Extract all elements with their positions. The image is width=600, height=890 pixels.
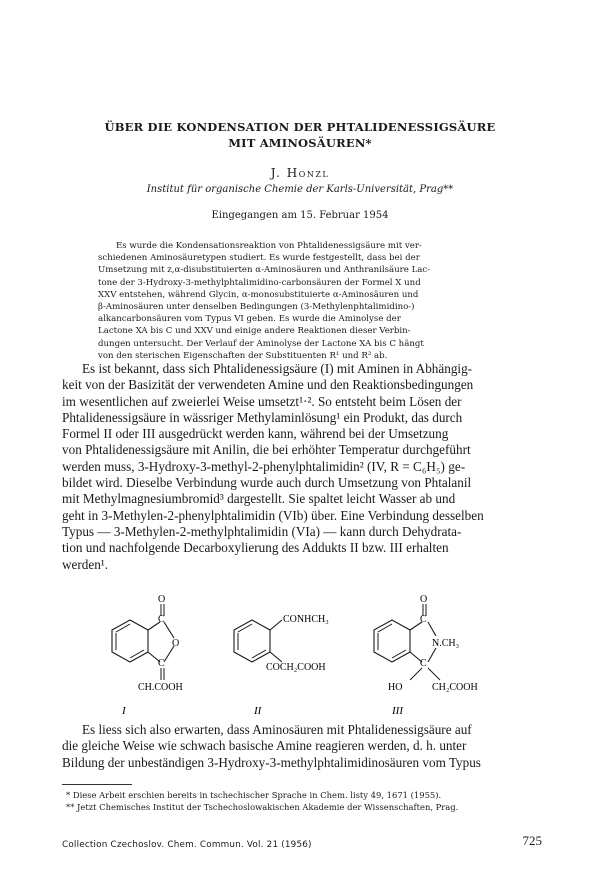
body-line: Phtalidenessigsäure in wässriger Methylaminlösung¹ ein Produkt, das durch (62, 409, 463, 425)
group-label: COCH₂COOH (266, 662, 326, 673)
body-line: Es ist bekannt, dass sich Phtalidenessigsäure (I) mit Aminen in Abhängig- (82, 361, 473, 376)
footnotes (66, 790, 546, 813)
title-line-2: MIT AMINOSÄUREN* (228, 136, 372, 150)
body-line: keit von der Basizität der verwendeten Amine und den Reaktionsbedingungen (62, 377, 474, 393)
body-line: die gleiche Weise wie schwach basische Amine reagieren werden, d. h. unter (62, 738, 467, 754)
structure-3 (374, 594, 478, 717)
footnote-rule (62, 784, 132, 785)
body-line: Formel II oder III ausgedrückt werden kann, während bei der Umsetzung (62, 426, 449, 442)
received-date: Eingegangen am 15. Februar 1954 (211, 210, 389, 221)
footnote: ** Jetzt Chemisches Institut der Tschechoslowakischen Akademie der Wissenschaften, Prag. (66, 801, 459, 812)
abstract-line: XXV entstehen, während Glycin, α-monosubstituierte α-Aminosäuren und (98, 289, 419, 300)
abstract-line: Lactone XA bis C und XXV und einige andere Reaktionen dieser Verbin- (98, 326, 411, 337)
body-line: bildet wird. Dieselbe Verbindung wurde auch durch Umsetzung von Phtalanil (62, 475, 472, 491)
abstract-line: β-Aminosäuren unter denselben Bedingungen (3-Methylenphtalimidino-) (98, 301, 415, 312)
body-line: geht in 3-Methylen-2-phenylphtalimidin (VIb) über. Eine Verbindung desselben (62, 507, 484, 523)
side-chain-label: CH.COOH (138, 682, 183, 693)
body-line: mit Methylmagnesiumbromid³ dargestellt. Sie spaltet leicht Wasser ab und (62, 491, 456, 507)
journal-citation: Collection Czechoslov. Chem. Commun. Vol. 21 (1956) (62, 840, 312, 850)
abstract-line: alkancarbonsäuren vom Typus VI geben. Es wurde die Aminolyse der (98, 314, 401, 325)
atom-label: O (420, 594, 428, 605)
page-number: 725 (522, 833, 542, 848)
author: J. Honzl (270, 166, 330, 180)
abstract-line: Umsetzung mit z,α-disubstituierten α-Aminosäuren und Anthranilsäure Lac- (98, 265, 431, 276)
structure-label-1: I (122, 705, 126, 717)
abstract-line: schiedenen Aminosäuretypen studiert. Es wurde festgestellt, dass bei der (98, 253, 420, 264)
body-line: werden muss, 3-Hydroxy-3-methyl-2-phenylphtalimidin² (IV, R = C₆H₅) ge- (62, 458, 466, 474)
abstract (98, 240, 526, 362)
structure-label-3: III (392, 705, 403, 717)
group-label: CONHCH₃ (283, 614, 329, 625)
group-label: HO (388, 682, 403, 693)
body-line: Typus — 3-Methylen-2-methylphtalimidin (VIa) — kann durch Dehydrata- (62, 523, 462, 539)
body-line: im wesentlichen auf zweierlei Weise umsetzt¹·². So entsteht beim Lösen der (62, 393, 462, 409)
abstract-line: tone der 3-Hydroxy-3-methylphtalimidino-carbonsäuren der Formel X und (98, 277, 421, 288)
institute: Institut für organische Chemie der Karls-Universität, Prag** (146, 184, 454, 195)
chemical-structures (92, 594, 522, 720)
atom-label: C (158, 614, 165, 625)
atom-label: C (158, 658, 165, 669)
body-line: Es liess sich also erwarten, dass Aminosäuren mit Phtalidenessigsäure auf (82, 722, 472, 737)
atom-label: O (172, 638, 180, 649)
atom-label: C (420, 614, 427, 625)
body-paragraph-2 (62, 722, 554, 771)
structure-label-2: II (254, 705, 262, 717)
abstract-line: von den sterischen Eigenschaften der Substituenten R¹ und R² ab. (98, 350, 388, 361)
body-paragraph-1 (62, 361, 554, 573)
group-label: CH₂COOH (432, 682, 478, 693)
abstract-line: Es wurde die Kondensationsreaktion von Phtalidenessigsäure mit ver- (116, 241, 422, 251)
body-line: tion und nachfolgende Decarboxylierung des Addukts II bzw. III erhalten (62, 540, 449, 556)
body-line: Bildung der unbeständigen 3-Hydroxy-3-methylphtalimidinosäuren vom Typus (62, 754, 481, 770)
body-line: werden¹. (62, 556, 109, 572)
atom-label: C (420, 658, 427, 669)
structure-1 (112, 594, 183, 717)
body-line: von Phtalidenessigsäure mit Anilin, die bei erhöhter Temperatur durchgeführt (62, 442, 471, 458)
footnote: * Diese Arbeit erschien bereits in tschechischer Sprache in Chem. listy 49, 1671 (1955). (66, 790, 442, 800)
atom-label: O (158, 594, 166, 605)
title-line-1: ÜBER DIE KONDENSATION DER PHTALIDENESSIGSÄURE (104, 120, 496, 134)
abstract-line: dungen untersucht. Der Verlauf der Aminolyse der Lactone XA bis C hängt (98, 338, 424, 349)
atom-label: N.CH₃ (432, 638, 460, 649)
structure-2 (234, 614, 329, 717)
